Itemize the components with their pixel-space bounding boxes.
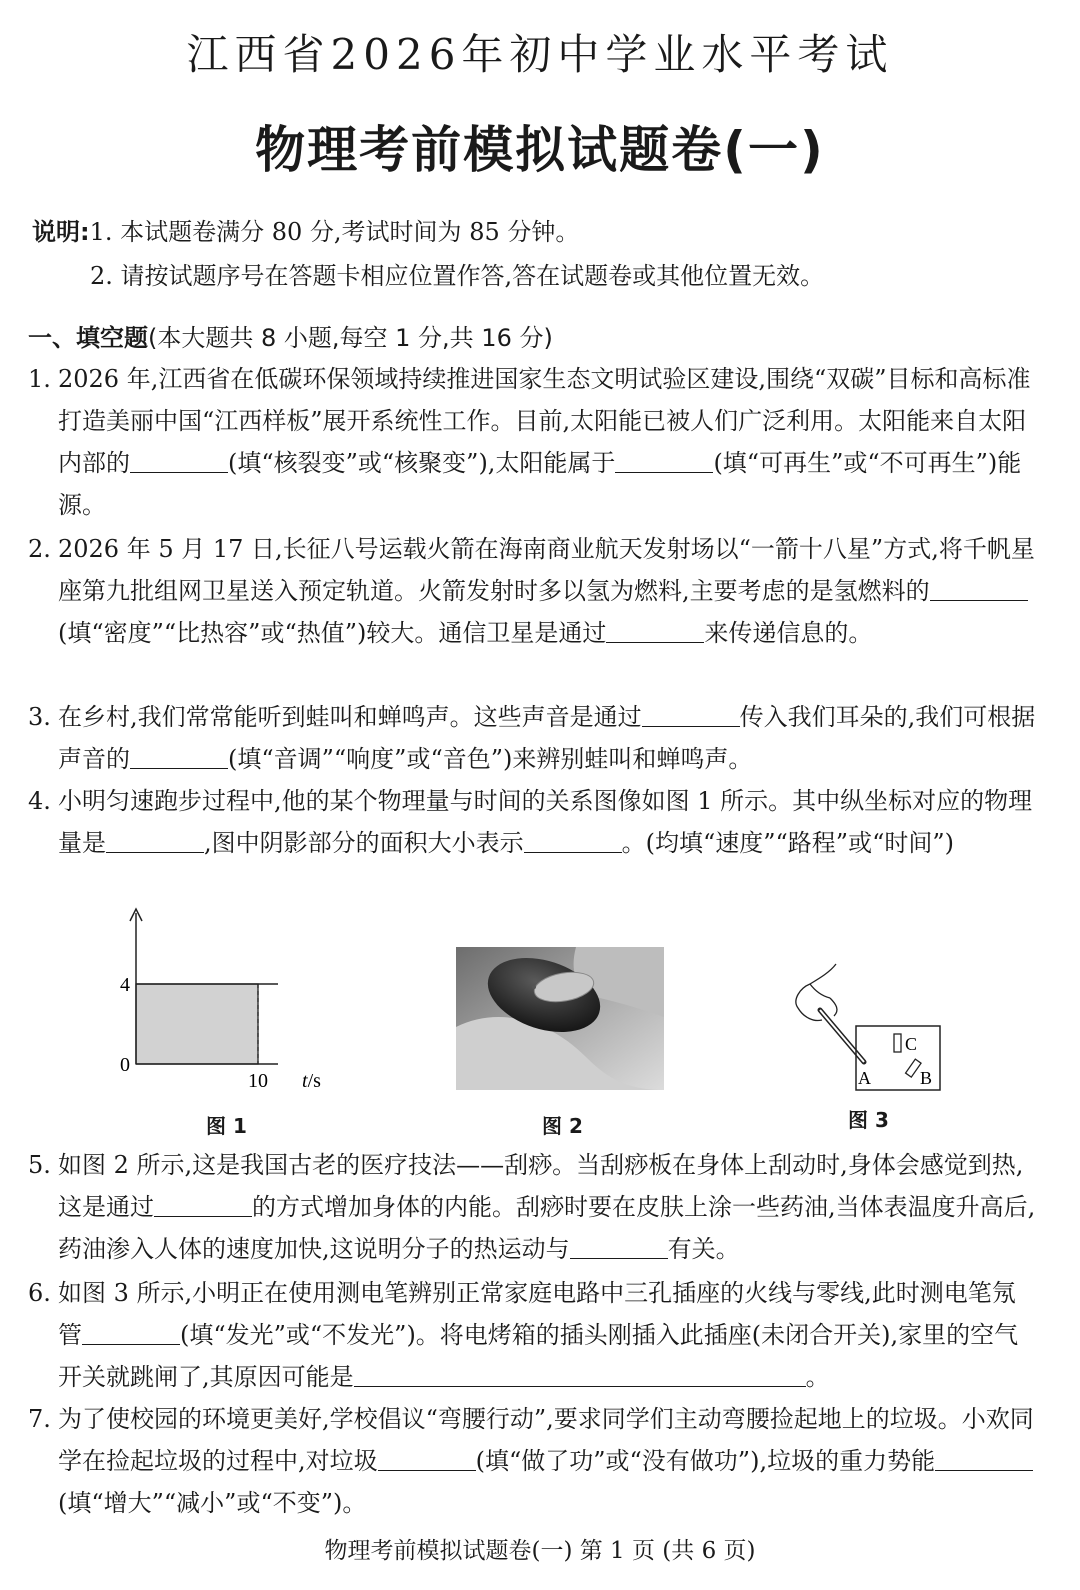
answer-blank[interactable] xyxy=(524,828,622,853)
socket-hole-c xyxy=(894,1034,901,1052)
question-text: 为了使校园的环境更美好,学校倡议“弯腰行动”,要求同学们主动弯腰捡起地上的垃圾。小欢同学在捡起垃圾的过程中,对垃圾 xyxy=(58,1405,1034,1475)
answer-blank[interactable] xyxy=(82,1320,180,1345)
question-4 xyxy=(28,780,1038,864)
question-text: 2026 年 5 月 17 日,长征八号运载火箭在海南商业航天发射场以“一箭十八星”方式,将千帆星座第九批组网卫星送入预定轨道。火箭发射时多以氢为燃料,主要考虑的是氢燃料的 xyxy=(58,535,1035,605)
instructions-label: 说明: xyxy=(32,218,90,246)
question-number: 3. xyxy=(28,703,51,731)
question-text: 的方式增加身体的内能。刮痧时要在皮肤上涂一些药油,当体表温度升高后,药油渗入人体的速度加快,这说明分子的热运动与 xyxy=(58,1193,1036,1263)
answer-blank[interactable] xyxy=(570,1234,668,1259)
answer-blank[interactable] xyxy=(106,828,204,853)
question-text: (填“可再生”或“不可再生”)能源。 xyxy=(58,449,1022,519)
stone-hole xyxy=(532,985,536,989)
question-text: (填“核裂变”或“核聚变”),太阳能属于 xyxy=(228,449,616,477)
question-text: (填“音调”“响度”或“音色”)来辨别蛙叫和蝉鸣声。 xyxy=(228,745,753,773)
question-2 xyxy=(28,528,1038,654)
answer-blank[interactable] xyxy=(606,618,704,643)
question-text: (填“密度”“比热容”或“热值”)较大。通信卫星是通过 xyxy=(58,619,607,647)
section-title: 一、填空题 xyxy=(28,324,148,352)
question-text: 如图 2 所示,这是我国古老的医疗技法——刮痧。当刮痧板在身体上刮动时,身体会感觉到热,这是通过 xyxy=(58,1151,1024,1221)
socket-label-c: C xyxy=(905,1034,918,1054)
figure-2-photo xyxy=(456,947,664,1090)
test-pen-inner xyxy=(820,1010,864,1062)
question-text: 2026 年,江西省在低碳环保领域持续推进国家生态文明试验区建设,围绕“双碳”目标和高标准打造美丽中国“江西样板”展开系统性工作。目前,太阳能已被人们广泛利用。太阳能来自太阳内部的 xyxy=(58,365,1031,477)
question-number: 1. xyxy=(28,365,51,393)
question-text: (填“增大”“减小”或“不变”)。 xyxy=(58,1489,367,1517)
question-text: 如图 3 所示,小明正在使用测电笔辨别正常家庭电路中三孔插座的火线与零线,此时测电笔氖管 xyxy=(58,1279,1016,1349)
x-tick-label: 10 xyxy=(248,1070,268,1092)
instructions xyxy=(32,210,1052,298)
answer-blank[interactable] xyxy=(130,448,228,473)
question-5 xyxy=(28,1144,1038,1270)
answer-blank[interactable] xyxy=(154,1192,252,1217)
question-7 xyxy=(28,1398,1038,1524)
question-text: 来传递信息的。 xyxy=(704,619,873,647)
y-tick-label: 4 xyxy=(120,974,130,996)
figure-3-caption: 图 3 xyxy=(848,1108,889,1132)
answer-blank[interactable] xyxy=(378,1446,476,1471)
question-3 xyxy=(28,696,1038,780)
answer-blank[interactable] xyxy=(935,1446,1033,1471)
exam-header: 江西省2026年初中学业水平考试 xyxy=(186,30,894,79)
question-text: ,图中阴影部分的面积大小表示 xyxy=(204,829,524,857)
question-1 xyxy=(28,358,1038,526)
question-text: (填“发光”或“不发光”)。将电烤箱的插头刚插入此插座(未闭合开关),家里的空气开关就跳闸了,其原因可能是 xyxy=(58,1321,1019,1391)
shaded-area xyxy=(136,984,258,1064)
question-text: 有关。 xyxy=(667,1235,740,1263)
section-info: (本大题共 8 小题,每空 1 分,共 16 分) xyxy=(148,324,553,352)
figure-1-graph xyxy=(110,905,350,1095)
question-text: 在乡村,我们常常能听到蛙叫和蝉鸣声。这些声音是通过 xyxy=(58,703,642,731)
instruction-2: 2. 请按试题序号在答题卡相应位置作答,答在试题卷或其他位置无效。 xyxy=(90,262,825,290)
question-text: 。(均填“速度”“路程”或“时间”) xyxy=(621,829,954,857)
figure-3-diagram xyxy=(790,962,950,1094)
figure-2-caption: 图 2 xyxy=(542,1114,583,1138)
origin-label: 0 xyxy=(120,1054,130,1076)
answer-blank-long[interactable] xyxy=(354,1362,806,1387)
section-heading xyxy=(28,318,553,353)
question-text: 。 xyxy=(805,1363,830,1391)
question-text: 小明匀速跑步过程中,他的某个物理量与时间的关系图像如图 1 所示。其中纵坐标对应的物理量是 xyxy=(58,787,1033,857)
hand-outline xyxy=(796,964,836,1021)
socket-label-b: B xyxy=(920,1068,933,1088)
question-number: 7. xyxy=(28,1405,51,1433)
question-number: 2. xyxy=(28,535,51,563)
question-number: 6. xyxy=(28,1279,51,1307)
socket-label-a: A xyxy=(858,1068,871,1088)
answer-blank[interactable] xyxy=(130,744,228,769)
question-text: 传入我们耳朵的,我们可根据声音的 xyxy=(58,703,1036,773)
x-axis-label: t/s xyxy=(302,1070,321,1092)
answer-blank[interactable] xyxy=(930,576,1028,601)
instruction-1: 1. 本试题卷满分 80 分,考试时间为 85 分钟。 xyxy=(89,218,580,246)
finger xyxy=(830,998,837,1016)
question-text: (填“做了功”或“没有做功”),垃圾的重力势能 xyxy=(475,1447,936,1475)
figure-1-caption: 图 1 xyxy=(206,1114,247,1138)
answer-blank[interactable] xyxy=(615,448,713,473)
answer-blank[interactable] xyxy=(642,702,740,727)
question-number: 5. xyxy=(28,1151,51,1179)
question-6 xyxy=(28,1272,1038,1398)
question-number: 4. xyxy=(28,787,51,815)
page-footer: 物理考前模拟试题卷(一) 第 1 页 (共 6 页) xyxy=(324,1538,756,1564)
socket-hole-b xyxy=(906,1059,921,1077)
exam-title: 物理考前模拟试题卷(一) xyxy=(255,121,825,179)
